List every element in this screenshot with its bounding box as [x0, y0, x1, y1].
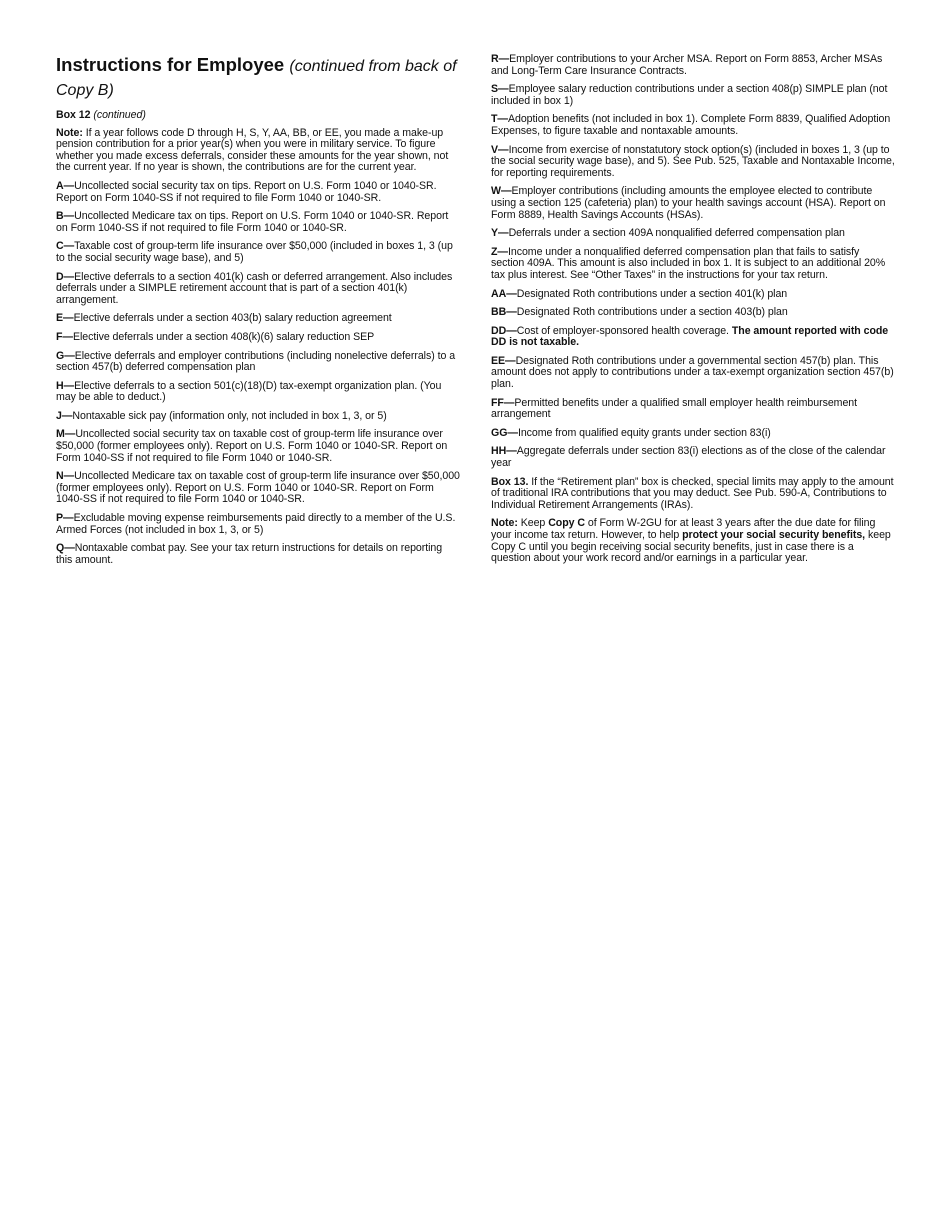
- code-ee: EE—Designated Roth contributions under a governmental section 457(b) plan. This amount does not apply to contributions under a tax-exempt organization section 457(b) plan.: [491, 354, 894, 391]
- code-q: Q—Nontaxable combat pay. See your tax return instructions for details on reporting this amount.: [56, 542, 443, 566]
- code-e: E—Elective deferrals under a section 403(b) salary reduction agreement: [56, 312, 392, 325]
- code-m: M—Uncollected social security tax on taxable cost of group-term life insurance over $50,000 (former employees only). Report on U.S. Form 1040 or 1040-SR. Report on Form 1040-SS if not required to file Form 1040 or 1040-SR.: [56, 428, 448, 464]
- code-p: P—Excludable moving expense reimbursements paid directly to a member of the U.S. Armed Forces (not included in box 1, 3, or 5): [56, 512, 456, 536]
- code-j: J—Nontaxable sick pay (information only, not included in box 1, 3, or 5): [56, 409, 387, 422]
- box12-heading: Box 12 (continued): [56, 109, 146, 121]
- code-c: C—Taxable cost of group-term life insurance over $50,000 (included in boxes 1, 3 (up to the social security wage base), and 5): [56, 240, 453, 264]
- final-note: Note: Keep Copy C of Form W-2GU for at least 3 years after the due date for filing your income tax return. However, to help protect your social security benefits, keep Copy C until you begin receiving social security benefits, just in case there is a question about your work record and/or earnings in a particular year.: [491, 517, 891, 565]
- code-aa: AA—Designated Roth contributions under a section 401(k) plan: [491, 287, 788, 300]
- code-z: Z—Income under a nonqualified deferred compensation plan that fails to satisfy section 409A. This amount is also included in box 1. It is subject to an additional 20% tax plus interest. See “Other Taxes” in the instructions for your tax return.: [491, 245, 886, 281]
- right-column: [491, 54, 895, 572]
- code-y: Y—Deferrals under a section 409A nonqualified deferred compensation plan: [491, 227, 845, 240]
- code-n: N—Uncollected Medicare tax on taxable cost of group-term life insurance over $50,000 (former employees only). Report on U.S. Form 1040 or 1040-SR. Report on Form 1040-SS if not required to file Form 1040 or 1040-SR.: [56, 470, 460, 506]
- code-t: T—Adoption benefits (not included in box 1). Complete Form 8839, Qualified Adoption Expenses, to figure taxable and nontaxable amounts.: [491, 113, 891, 137]
- code-r: R—Employer contributions to your Archer MSA. Report on Form 8853, Archer MSAs and Long-Term Care Insurance Contracts.: [491, 53, 883, 77]
- code-g: G—Elective deferrals and employer contributions (including nonelective deferrals) to a section 457(b) deferred compensation plan: [56, 349, 456, 374]
- page-title: Instructions for Employee (continued from back of Copy B): [56, 54, 457, 99]
- code-bb: BB—Designated Roth contributions under a section 403(b) plan: [491, 306, 788, 319]
- code-a: A—Uncollected social security tax on tips. Report on U.S. Form 1040 or 1040-SR. Report on Form 1040-SS if not required to file Form 1040 or 1040-SR.: [56, 179, 437, 204]
- code-dd: DD—Cost of employer-sponsored health coverage. The amount reported with code DD is not taxable.: [491, 324, 889, 349]
- code-f: F—Elective deferrals under a section 408(k)(6) salary reduction SEP: [56, 330, 375, 343]
- box13-paragraph: Box 13. If the “Retirement plan” box is checked, special limits may apply to the amount of traditional IRA contributions that you may deduct. See Pub. 590-A, Contributions to Individual Retirement Arrangements (IRAs).: [491, 475, 894, 511]
- code-d: D—Elective deferrals to a section 401(k) cash or deferred arrangement. Also includes deferrals under a SIMPLE retirement account that is part of a section 401(k) arrangement.: [56, 270, 453, 306]
- intro-note: Note: If a year follows code D through H, S, Y, AA, BB, or EE, you made a make-up pension contribution for a prior year(s) when you were in military service. To figure whether you made excess deferrals, consider these amounts for the year shown, not the current year. If no year is shown, the contributions are for the current year.: [56, 126, 449, 174]
- left-column: [56, 54, 460, 573]
- code-s: S—Employee salary reduction contributions under a section 408(p) SIMPLE plan (not included in box 1): [491, 83, 888, 107]
- code-ff: FF—Permitted benefits under a qualified small employer health reimbursement arrangement: [491, 396, 858, 421]
- code-gg: GG—Income from qualified equity grants under section 83(i): [491, 426, 771, 439]
- code-w: W—Employer contributions (including amounts the employee elected to contribute using a section 125 (cafeteria) plan) to your health savings account (HSA). Report on Form 8889, Health Savings Accounts (HSAs).: [491, 185, 886, 221]
- code-h: H—Elective deferrals to a section 501(c)(18)(D) tax-exempt organization plan. (You may be able to deduct.): [56, 379, 442, 404]
- code-v: V—Income from exercise of nonstatutory stock option(s) (included in boxes 1, 3 (up to the social security wage base), and 5). See Pub. 525, Taxable and Nontaxable Income, for reporting requirements.: [491, 143, 895, 179]
- code-hh: HH—Aggregate deferrals under section 83(i) elections as of the close of the calendar year: [491, 445, 886, 470]
- code-b: B—Uncollected Medicare tax on tips. Report on U.S. Form 1040 or 1040-SR. Report on Form 1040-SS if not required to file Form 1040 or 1040-SR.: [56, 210, 449, 234]
